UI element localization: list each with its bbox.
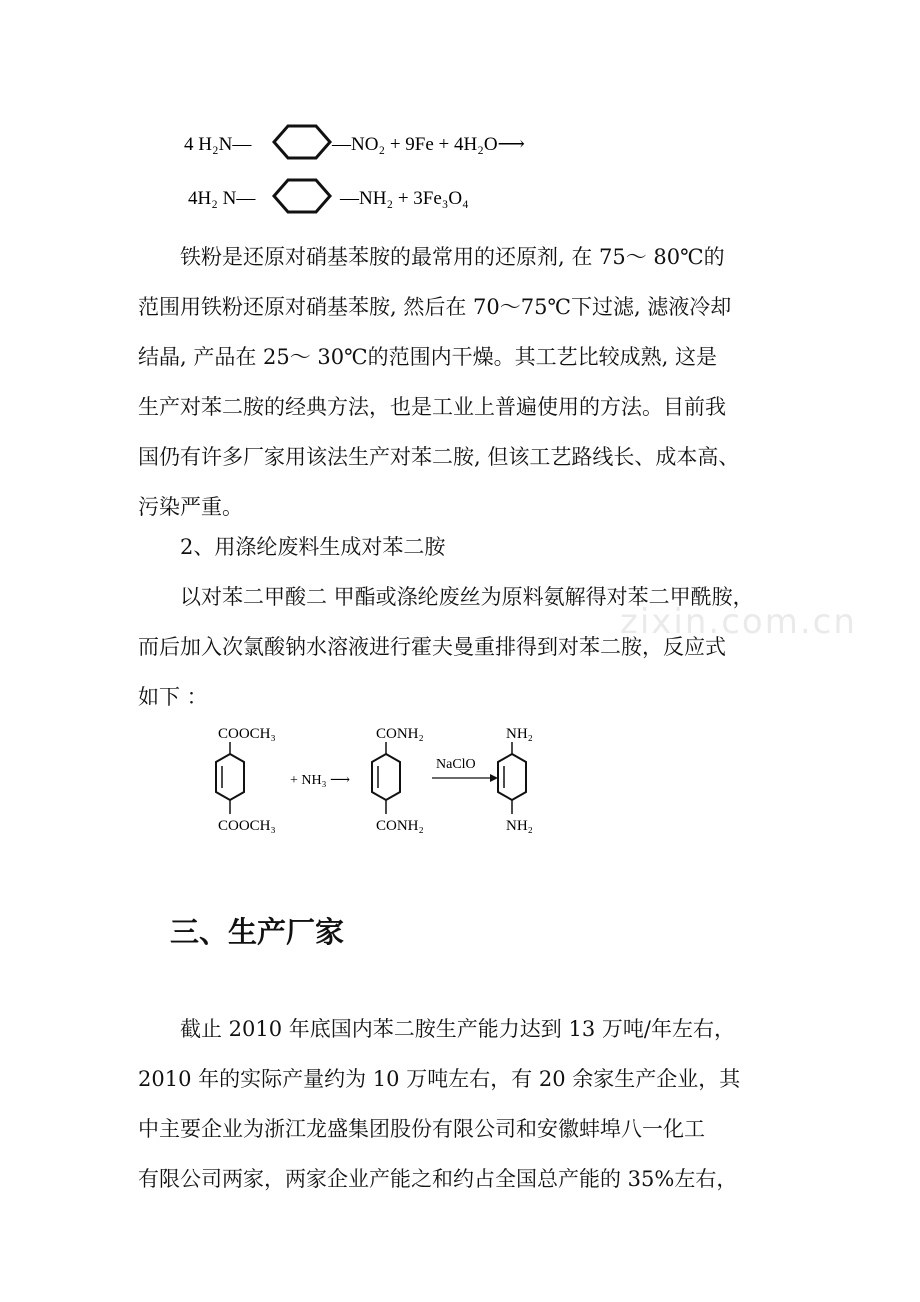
watermark: zixin.com.cn <box>620 602 857 642</box>
text-line: 有限公司两家，两家企业产能之和约占全国总产能的 35%左右， <box>138 1167 738 1191</box>
text-line: 以对苯二甲酸二 甲酯或涤纶废丝为原料氨解得对苯二甲酰胺， <box>180 585 754 609</box>
text-line: 而后加入次氯酸钠水溶液进行霍夫曼重排得到对苯二胺，反应式 <box>138 635 726 659</box>
subheading-text: 2、用涤纶废料生成对苯二胺 <box>180 535 446 559</box>
paragraph-production-capacity <box>138 1004 798 1204</box>
reaction-2-scheme <box>214 718 544 836</box>
text-line: 铁粉是还原对硝基苯胺的最常用的还原剂, 在 75～ 80℃的 <box>180 245 725 269</box>
reaction-1-equation <box>180 118 600 218</box>
reactant-top-group: COOCH₃ <box>218 726 276 742</box>
reactant-bottom-group: COOCH₃ <box>218 818 276 834</box>
text-line: 范围用铁粉还原对硝基苯胺, 然后在 70～75℃下过滤, 滤液冷却 <box>138 295 732 319</box>
paragraph-iron-reduction <box>138 232 798 532</box>
text-line: 中主要企业为浙江龙盛集团股份有限公司和安徽蚌埠八一化工 <box>138 1117 705 1141</box>
reaction-1-line1-rhs: —NO₂ + 9Fe + 4H₂O⟶ <box>332 134 525 155</box>
text-line: 国仍有许多厂家用该法生产对苯二胺, 但该工艺路线长、成本高、 <box>138 445 740 469</box>
intermediate-bottom-group: CONH₂ <box>376 818 424 834</box>
text-line: 2010 年的实际产量约为 10 万吨左右，有 20 余家生产企业，其 <box>138 1067 741 1091</box>
section-title-manufacturers: 三、生产厂家 <box>170 915 345 949</box>
benzene-ring-icon <box>216 754 244 800</box>
reaction-1-line2-rhs: —NH₂ + 3Fe₃O₄ <box>340 188 469 209</box>
benzene-ring-icon <box>498 754 526 800</box>
text-line: 污染严重。 <box>138 495 243 519</box>
text-line: 如下 ： <box>138 685 208 709</box>
product-bottom-group: NH₂ <box>506 818 533 834</box>
benzene-ring-icon <box>372 754 400 800</box>
benzene-ring-icon <box>274 126 330 158</box>
reaction-1-line2-lhs: 4H₂ N— <box>188 188 256 209</box>
text-line: 结晶, 产品在 25～ 30℃的范围内干燥。其工艺比较成熟, 这是 <box>138 345 717 369</box>
text-line: 生产对苯二胺的经典方法，也是工业上普遍使用的方法。目前我 <box>138 395 726 419</box>
intermediate-top-group: CONH₂ <box>376 726 424 742</box>
text-line: 截止 2010 年底国内苯二胺生产能力达到 13 万吨/年左右， <box>180 1017 735 1041</box>
paragraph-polyester-method <box>138 572 798 722</box>
subheading-polyester-method <box>138 522 798 572</box>
benzene-ring-icon <box>274 180 330 212</box>
reagent-naclo: NaClO <box>436 757 476 772</box>
reagent-ammonia: + NH₃ ⟶ <box>290 773 351 788</box>
product-top-group: NH₂ <box>506 726 533 742</box>
arrow-head-icon <box>490 774 498 782</box>
reaction-1-line1-lhs: 4 H₂N— <box>184 134 252 155</box>
